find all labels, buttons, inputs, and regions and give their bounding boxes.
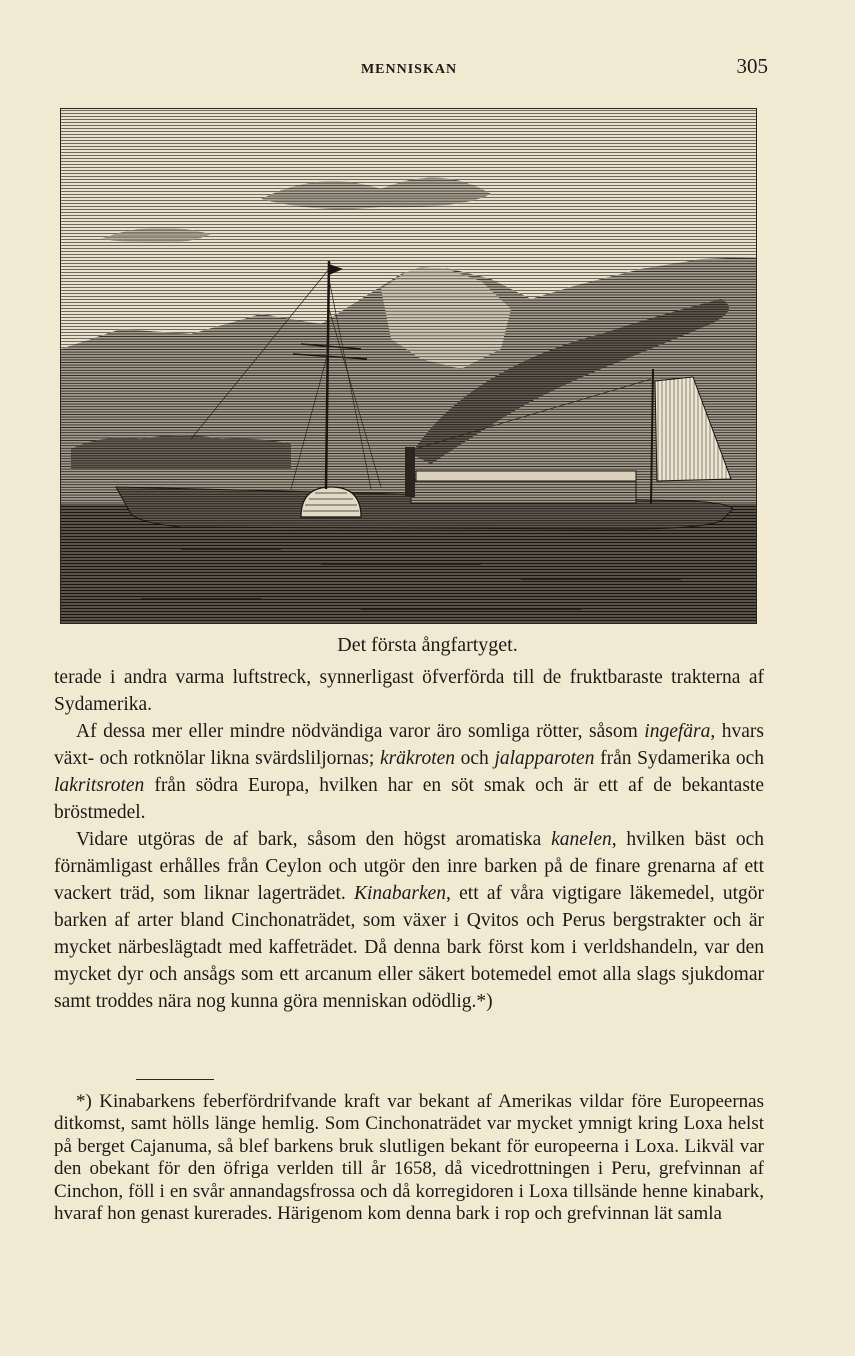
deck-house: [411, 481, 636, 503]
body-text: [54, 664, 764, 1015]
italic-term: Kinabarken: [353, 883, 447, 904]
footnote: [54, 1091, 764, 1225]
italic-term: ingefära: [644, 721, 711, 742]
text-run: , hvars växt- och rotknölar likna svärdsliljornas;: [54, 721, 764, 769]
italic-term: lakritsroten: [54, 775, 145, 796]
ship-funnel: [405, 447, 415, 497]
paragraph: [54, 718, 764, 826]
text-run: , ett af våra vigtigare läkemedel, utgör barken af arter bland Cinchonaträdet, som växer i Qvitos och Perus bergstrakter och är mycket närbeslägtadt med kaffeträdet. Då denna bark först kom i verldshandeln, var den mycket dyr och ansågs som ett arcanum eller säkert botemedel emot alla slags sjukdomar samt troddes nära nog kunna göra menniskan odödlig.*): [54, 883, 764, 1012]
italic-term: jalapparoten: [494, 748, 595, 769]
running-head: [54, 54, 768, 84]
footnote-text: *) Kinabarkens feberfördrifvande kraft var bekant af Amerikas vildar före Europeernas ditkomst, samt hölls länge hemlig. Som Cinchonaträdet var mycket ymnigt kring Loxa helst på berget Cajanuma, så blef barkens bruk slutligen bekant för europeerna i Loxa. Likväl var den obekant för den öfriga verlden till år 1658, då vicedrottningen i Peru, grefvinnan af Cinchon, föll i en svår annandagsfrossa och då korregidoren i Loxa tillsände henne kinabark, hvaraf hon genast kurerades. Härigenom kom denna bark i rop och grefvinnan lät samla: [54, 1091, 764, 1225]
text-run: från södra Europa, hvilken har en söt smak och är ett af de bekantaste bröstmedel.: [54, 775, 764, 823]
italic-term: kanelen: [551, 829, 612, 850]
shoreline-trees: [71, 435, 291, 469]
text-run: Vidare utgöras de af bark, såsom den högst aromatiska: [76, 829, 552, 850]
text-run: från Sydamerika och: [594, 748, 765, 769]
paragraph: [54, 826, 764, 1015]
deck-awning: [416, 471, 636, 481]
italic-term: kräkroten: [379, 748, 456, 769]
footnote-rule: [136, 1079, 214, 1080]
text-run: terade i andra varma luftstreck, synnerligast öfverförda till de fruktbaraste trakterna af Sydamerika.: [54, 667, 764, 715]
figure-caption: Det första ångfartyget.: [337, 634, 518, 656]
paragraph: [54, 664, 764, 718]
text-run: och: [455, 748, 495, 769]
header-title: MENNISKAN: [360, 62, 458, 77]
text-run: Af dessa mer eller mindre nödvändiga varor äro somliga rötter, såsom: [76, 721, 645, 742]
text-run: , hvilken bäst och förnämligast erhålles från Ceylon och utgör den inre barken på de finare grenarna af ett vackert träd, som liknar lagerträdet.: [54, 829, 765, 904]
steamship-engraving: [60, 108, 757, 624]
page-number: 305: [736, 54, 768, 78]
steamship-engraving-drawing: [61, 109, 756, 623]
